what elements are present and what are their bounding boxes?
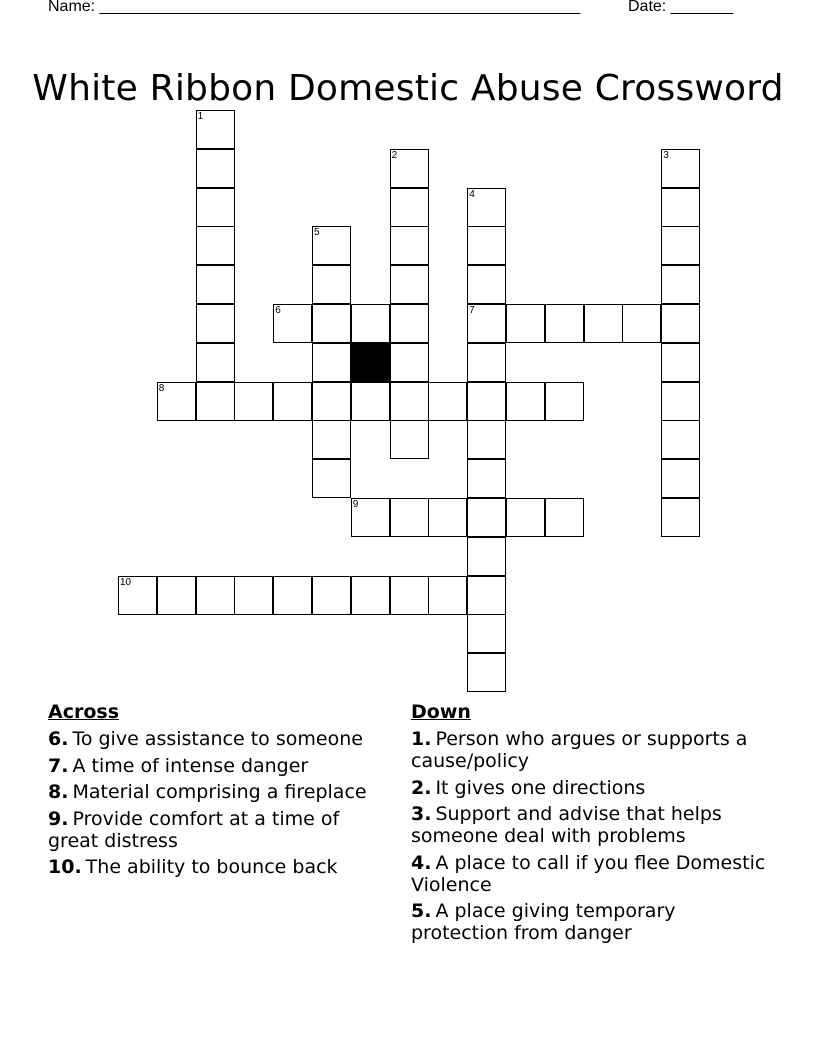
grid-cell[interactable] — [661, 265, 700, 304]
clue-number: 2 — [391, 149, 398, 161]
grid-cell[interactable] — [312, 226, 351, 265]
grid-cell[interactable] — [467, 498, 506, 537]
grid-cell[interactable] — [467, 382, 506, 421]
across-clue: 6. To give assistance to someone — [48, 728, 363, 750]
clue-number: 10 — [120, 576, 132, 588]
grid-cell[interactable] — [312, 304, 351, 343]
clue-number: 5 — [314, 227, 320, 239]
grid-cell[interactable] — [661, 343, 700, 382]
grid-cell[interactable] — [661, 382, 700, 421]
grid-cell[interactable] — [234, 382, 273, 421]
grid-cell[interactable] — [467, 576, 506, 615]
grid-cell[interactable] — [428, 576, 467, 615]
grid-cell[interactable] — [157, 576, 196, 615]
grid-cell[interactable] — [234, 576, 273, 615]
across-heading: Across — [48, 701, 120, 723]
grid-cell[interactable] — [661, 498, 700, 537]
grid-cell[interactable] — [661, 420, 700, 459]
grid-cell[interactable] — [390, 343, 429, 382]
grid-cell[interactable] — [390, 576, 429, 615]
grid-cell[interactable] — [312, 459, 351, 498]
grid-cell[interactable] — [545, 498, 584, 537]
grid-cell[interactable] — [312, 265, 351, 304]
grid-cell[interactable] — [506, 304, 545, 343]
down-clue: 4. A place to call if you flee Domestic Violence — [411, 851, 766, 896]
grid-cell[interactable] — [661, 459, 700, 498]
grid-cell[interactable] — [390, 226, 429, 265]
grid-cell[interactable] — [196, 304, 235, 343]
grid-cell[interactable] — [196, 110, 235, 149]
page-title: White Ribbon Domestic Abuse Crossword — [32, 68, 784, 110]
grid-cell[interactable] — [506, 382, 545, 421]
grid-cell[interactable] — [273, 576, 312, 615]
grid-cell[interactable] — [196, 265, 235, 304]
grid-cell[interactable] — [622, 304, 661, 343]
black-square — [351, 343, 390, 382]
grid-cell[interactable] — [351, 498, 390, 537]
grid-cell[interactable] — [196, 226, 235, 265]
down-clue: 3. Support and advise that helps someone deal with problems — [411, 803, 722, 847]
clue-number: 9 — [352, 499, 359, 510]
down-clue: 5. A place giving temporary protection from danger — [411, 900, 676, 944]
grid-cell[interactable] — [545, 382, 584, 421]
grid-cell[interactable] — [428, 498, 467, 537]
grid-cell[interactable] — [390, 498, 429, 537]
grid-cell[interactable] — [118, 576, 157, 615]
grid-cell[interactable] — [467, 537, 506, 576]
clue-number: 3 — [663, 149, 669, 161]
grid-cell[interactable] — [312, 420, 351, 459]
grid-cell[interactable] — [312, 382, 351, 421]
down-clues — [411, 700, 771, 949]
grid-cell[interactable] — [351, 382, 390, 421]
clue-number: 6 — [275, 305, 281, 316]
grid-cell[interactable] — [390, 188, 429, 227]
across-clue: 10. The ability to bounce back — [48, 856, 338, 878]
across-clue: 8. Material comprising a fireplace — [48, 781, 367, 803]
grid-cell[interactable] — [196, 343, 235, 382]
grid-cell[interactable] — [273, 382, 312, 421]
grid-cell[interactable] — [467, 265, 506, 304]
grid-cell[interactable] — [390, 382, 429, 421]
grid-cell[interactable] — [467, 420, 506, 459]
clue-number: 7 — [469, 305, 475, 316]
across-clues — [48, 700, 393, 883]
grid-cell[interactable] — [467, 188, 506, 227]
grid-cell[interactable] — [196, 576, 235, 615]
down-clue: 2. It gives one directions — [411, 776, 646, 799]
down-clue: 1. Person who argues or supports a cause/policy — [411, 728, 748, 772]
grid-cell[interactable] — [467, 614, 506, 653]
grid-cell[interactable] — [351, 576, 390, 615]
clue-number: 4 — [469, 188, 475, 200]
grid-cell[interactable] — [390, 420, 429, 459]
grid-cell[interactable] — [196, 149, 235, 188]
grid-cell[interactable] — [506, 498, 545, 537]
grid-cell[interactable] — [273, 304, 312, 343]
down-heading: Down — [411, 701, 471, 723]
grid-cell[interactable] — [467, 459, 506, 498]
clue-number: 1 — [197, 111, 204, 122]
grid-cell[interactable] — [661, 304, 700, 343]
date-field[interactable]: Date: _______ — [628, 0, 733, 15]
grid-cell[interactable] — [661, 188, 700, 227]
grid-cell[interactable] — [467, 343, 506, 382]
grid-cell[interactable] — [390, 265, 429, 304]
grid-cell[interactable] — [584, 304, 623, 343]
grid-cell[interactable] — [467, 304, 506, 343]
name-field[interactable]: Name: ______________________________________________________ — [48, 0, 581, 15]
grid-cell[interactable] — [157, 382, 196, 421]
grid-cell[interactable] — [467, 226, 506, 265]
grid-cell[interactable] — [351, 304, 390, 343]
grid-cell[interactable] — [467, 653, 506, 692]
grid-cell[interactable] — [661, 226, 700, 265]
grid-cell[interactable] — [428, 382, 467, 421]
grid-cell[interactable] — [312, 343, 351, 382]
clue-number: 8 — [158, 382, 165, 394]
grid-cell[interactable] — [390, 304, 429, 343]
across-clue: 9. Provide comfort at a time of great distress — [48, 807, 340, 852]
grid-cell[interactable] — [196, 382, 235, 421]
grid-cell[interactable] — [661, 149, 700, 188]
grid-cell[interactable] — [196, 188, 235, 227]
grid-cell[interactable] — [390, 149, 429, 188]
grid-cell[interactable] — [312, 576, 351, 615]
grid-cell[interactable] — [545, 304, 584, 343]
across-clue: 7. A time of intense danger — [48, 754, 309, 777]
